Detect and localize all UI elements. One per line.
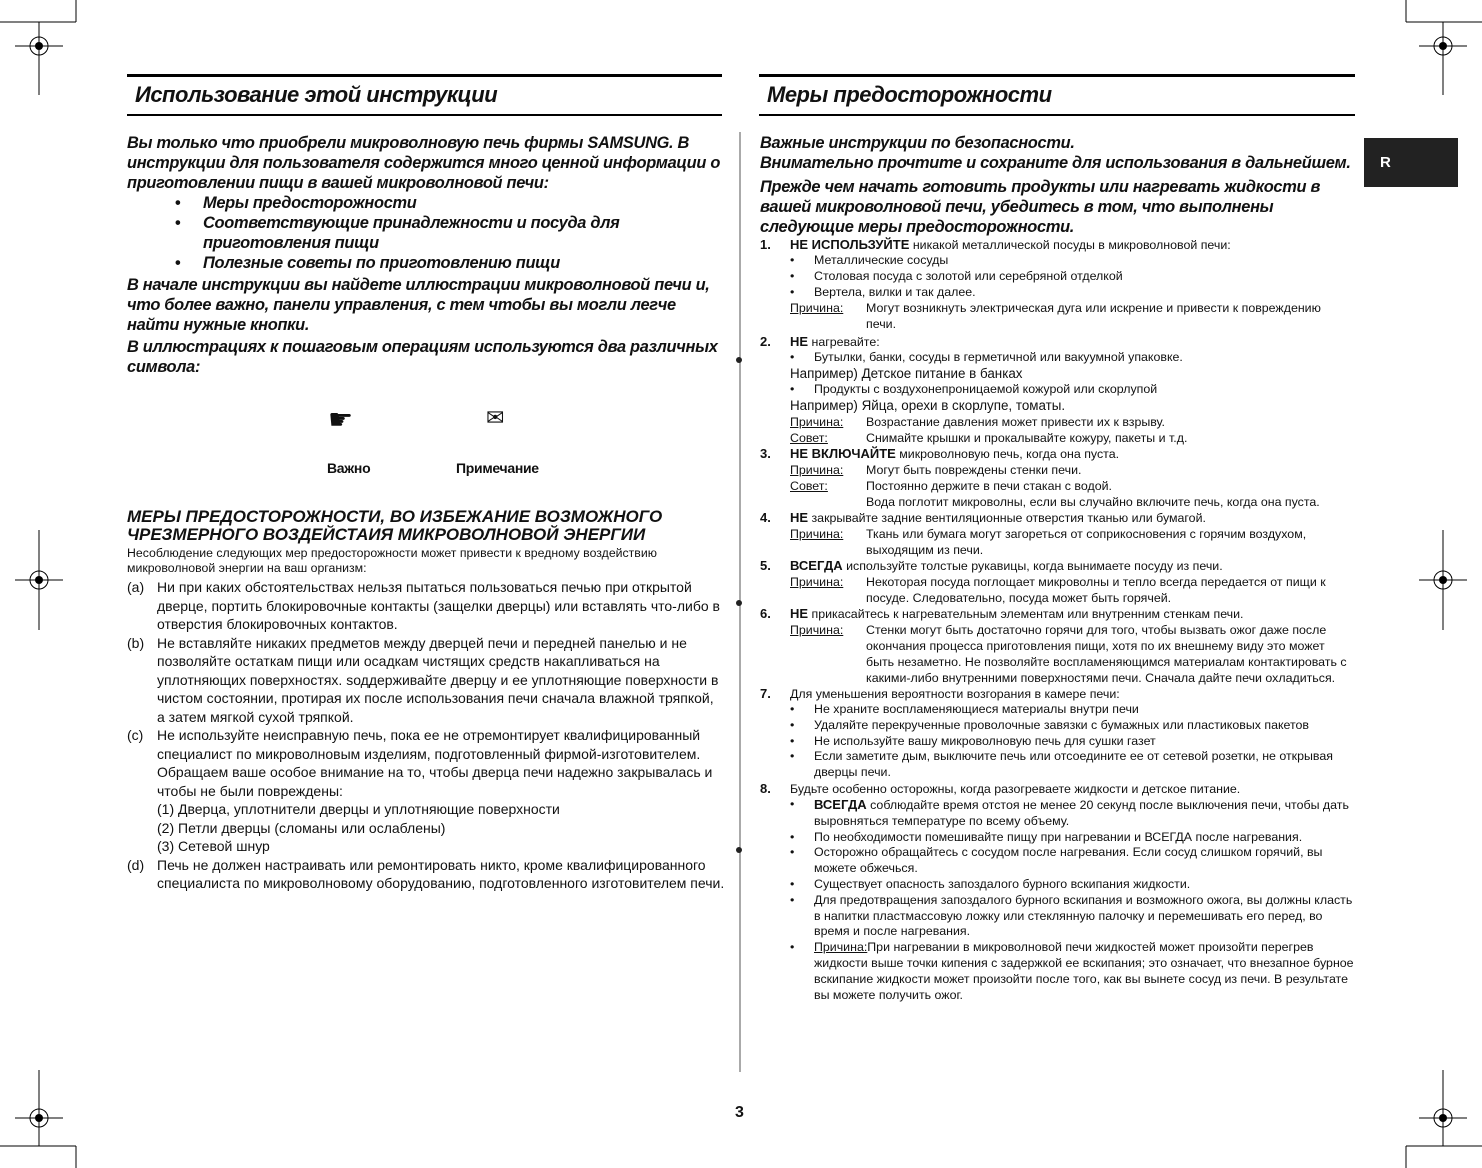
pointing-hand-icon: ☛ bbox=[328, 404, 354, 435]
list-item: • Столовая посуда с золотой или серебряной отделкой bbox=[790, 269, 1354, 285]
list-item: • Для предотвращения запоздалого бурного вскипания и возможного ожога, вы должны класть в напитки пластмассовую ложку или стеклянную палочку и перемешивать его перед, во время и после нагревания. bbox=[790, 893, 1354, 940]
right-title-bar bbox=[759, 74, 1355, 116]
right-column bbox=[760, 133, 1354, 1003]
precaution-3: 3. НЕ ВКЛЮЧАЙТЕ микроволновую печь, когда она пуста. Причина: Могут быть повреждены стенки печи. Совет: Постоянно держите в печи стакан с водой. Вода поглотит микроволны, если вы случайно включите печь, когда она пуста. bbox=[760, 445, 1320, 509]
important-label: Важно bbox=[327, 460, 371, 476]
warning-heading: МЕРЫ ПРЕДОСТОРОЖНОСТИ, ВО ИЗБЕЖАНИЕ ВОЗМОЖНОГО ЧРЕЗМЕРНОГО ВОЗДЕЙСТАИЯ МИКРОВОЛНОВОЙ ЭНЕРГИИ bbox=[127, 507, 663, 544]
list-item: • Если заметите дым, выключите печь или отсоедините ее от сетевой розетки, не открывая дверцы печи. bbox=[790, 749, 1354, 781]
list-item: (b) Не вставляйте никаких предметов между дверцей печи и передней панелью и не позволяйте остаткам пищи или осадкам чистящих средств накапливаться на уплотняющих поверхностях. ѕоддерживайте дверцу и ее уплотняющие поверхности в чистом состоянии, протирая их после использования печи сначала влажной тряпкой, а затем мягкой сухой тряпкой. bbox=[127, 634, 719, 725]
precaution-7: 7. Для уменьшения вероятности возгорания в камере печи: • Не храните воспламеняющиеся материалы внутри печи • Удаляйте перекрученные проволочные завязки с бумажных или пластиковых пакетов • Не используйте вашу микроволновую печь для сушки газет • Если заметите дым, выключите печь или отсоедините ее от сетевой розетки, не открывая дверцы печи. bbox=[760, 686, 1354, 781]
precaution-8: 8. Будьте особенно осторожны, когда разогреваете жидкости и детское питание. • ВСЕГДА соблюдайте время отстоя не менее 20 секунд после выключения печи, чтобы дать выровняться температуре по всему объему. • По необходимости помешивайте пищу при нагревании и ВСЕГДА после нагревания. • Осторожно обращайтесь с сосудом после нагревания. Если сосуд слишком горячий, вы можете обжечься. • Существует опасность запоздалого бурного вскипания жидкости. • Для предотвращения запоздалого бурного вскипания и возможного ожога, вы должны класть в напитки пластмассовую ложку или стеклянную палочку и перемешивать его перед, во время и после нагревания. • Причина:При нагревании в микроволновой печи жидкостей может произойти перегрев жидкости выше точки кипения с задержкой ее вскипания; это означает, что внезапное бурное вскипание жидкости может произойти после того, как вы вынете сосуд из печи. В результате вы можете получить ожог. bbox=[760, 781, 1354, 1003]
binding-dot bbox=[736, 847, 742, 853]
page-number: 3 bbox=[735, 1104, 744, 1121]
list-item: • Удаляйте перекрученные проволочные завязки с бумажных или пластиковых пакетов bbox=[790, 718, 1354, 734]
precaution-5: 5. ВСЕГДА используйте толстые рукавицы, когда вынимаете посуду из печи. Причина: Некоторая посуда поглощает микроволны и тепло всегда передается от пищи к посуде. Следовательно, посуда может быть горячей. bbox=[760, 557, 1326, 605]
safety-before: Прежде чем начать готовить продукты или нагревать жидкости в вашей микроволновой печи, убедитесь в том, что выполнены следующие меры предосторожности. bbox=[760, 178, 1321, 236]
list-item: • Не используйте вашу микроволновую печь для сушки газет bbox=[790, 734, 1354, 750]
illustration-paragraph: В начале инструкции вы найдете иллюстрации микроволновой печи и, что более важно, панели управления, с тем чтобы вы могли легче найти нужные кнопки. bbox=[127, 276, 710, 334]
list-item: • Существует опасность запоздалого бурного вскипания жидкости. bbox=[790, 877, 1354, 893]
binding-dot bbox=[736, 600, 742, 606]
list-item: • Осторожно обращайтесь с сосудом после нагревания. Если сосуд слишком горячий, вы можете обжечься. bbox=[790, 845, 1354, 877]
right-page-title: Меры предосторожности bbox=[767, 82, 1052, 107]
note-label: Примечание bbox=[456, 460, 539, 476]
safety-read: Внимательно прочтите и сохраните для использования в дальнейшем. bbox=[760, 154, 1351, 172]
list-item: (d) Печь не должен настраивать или ремонтировать никто, кроме квалифицированного специалиста по микроволновому оборудованию, подготовленного изготовителем печи. bbox=[127, 856, 725, 891]
precaution-4: 4. НЕ закрывайте задние вентиляционные отверстия тканью или бумагой. Причина: Ткань или бумага могут загореться от соприкосновения с горячим воздухом, выходящим из печи. bbox=[760, 509, 1307, 557]
list-item: • Полезные советы по приготовлению пищи bbox=[175, 253, 725, 273]
list-item: • По необходимости помешивайте пищу при нагревании и ВСЕГДА после нагревания. bbox=[790, 830, 1354, 846]
list-item: • Не храните воспламеняющиеся материалы внутри печи bbox=[790, 702, 1354, 718]
list-item: • Металлические сосуды bbox=[790, 253, 1354, 269]
safety-subtitle: Важные инструкции по безопасности. bbox=[760, 134, 1075, 152]
list-item: • Меры предосторожности bbox=[175, 193, 725, 213]
list-item: • Соответствующие принадлежности и посуда для приготовления пищи bbox=[175, 213, 725, 253]
precaution-6: 6. НЕ прикасайтесь к нагревательным элементам или внутренним стенкам печи. Причина: Стенки могут быть достаточно горячи для того, чтобы вызвать ожог даже после окончания процесса приготовления пищи, хотя по их внешнему виду это может быть незаметно. Не позволяйте воспламеняющимся материалам контактировать с какими-либо внутренними поверхностями печи. Сначала дайте печи охладиться. bbox=[760, 605, 1347, 685]
warning-section bbox=[127, 508, 725, 893]
list-item: (c) Не используйте неисправную печь, пока ее не отремонтирует квалифицированный специалист по микроволновым изделиям, подготовленный фирмой-изготовителем. Обращаем ваше особое внимание на то, чтобы дверца печи надежно закрывалась и чтобы не были повреждены: (1) Дверца, уплотнители дверцы и уплотняющие поверхности (2) Петли дверцы (сломаны или ослаблены) (3) Сетевой шнур bbox=[127, 727, 713, 854]
contents-list bbox=[127, 193, 725, 273]
left-page-title: Использование этой инструкции bbox=[135, 82, 498, 107]
precaution-2: 2. НЕ нагревайте: • Бутылки, банки, сосуды в герметичной или вакуумной упаковке. Например) Детское питание в банках • Продукты с воздухонепроницаемой кожурой или скорлупой Например) Яйца, орехи в скорлупе, томаты. Причина: Возрастание давления может привести их к взрыву. Совет: Снимайте крышки и прокалывайте кожуру, пакеты и т.д. bbox=[760, 334, 1354, 446]
list-item: • Вертела, вилки и так далее. bbox=[790, 285, 1354, 301]
envelope-icon: ✉ bbox=[486, 405, 505, 430]
precaution-1: 1. НЕ ИСПОЛЬЗУЙТЕ никакой металлической посуды в микроволновой печи: • Металлические сосуды • Столовая посуда с золотой или серебряной отделкой • Вертела, вилки и так далее. Причина: Могут возникнуть электрическая дуга или искрение и привести к повреждению печи. bbox=[760, 237, 1354, 332]
list-item: • ВСЕГДА соблюдайте время отстоя не менее 20 секунд после выключения печи, чтобы дать выровняться температуре по всему объему. bbox=[790, 797, 1354, 830]
intro-paragraph: Вы только что приобрели микроволновую печь фирмы SAMSUNG. В инструкции для пользователя содержится много ценной информации о приготовлении пищи в вашей микроволновой печи: bbox=[127, 134, 721, 192]
list-item: • Бутылки, банки, сосуды в герметичной или вакуумной упаковке. bbox=[790, 350, 1354, 366]
left-column bbox=[127, 133, 725, 377]
left-title-bar bbox=[127, 74, 722, 116]
language-tab: R bbox=[1364, 138, 1458, 187]
list-item: (a) Ни при каких обстоятельствах нельзя пытаться пользоваться печью при открытой дверце, портить блокировочные контакты (защелки дверцы) или вставлять что-либо в отверстия блокировочных контактов. bbox=[127, 579, 720, 632]
binding-dot bbox=[736, 357, 742, 363]
warning-list bbox=[127, 578, 725, 893]
list-item: • Продукты с воздухонепроницаемой кожурой или скорлупой bbox=[790, 382, 1354, 398]
symbols-paragraph: В иллюстрациях к пошаговым операциям используются два различных символа: bbox=[127, 338, 718, 376]
warning-intro: Несоблюдение следующих мер предосторожности может привести к вредному воздействию микроволновой энергии на ваш организм: bbox=[127, 546, 657, 575]
list-item: • Причина:При нагревании в микроволновой печи жидкостей может произойти перегрев жидкости выше точки кипения с задержкой ее вскипания; это означает, что внезапное бурное вскипание жидкости может произойти после того, как вы вынете сосуд из печи. В результате вы можете получить ожог. bbox=[790, 940, 1354, 1003]
